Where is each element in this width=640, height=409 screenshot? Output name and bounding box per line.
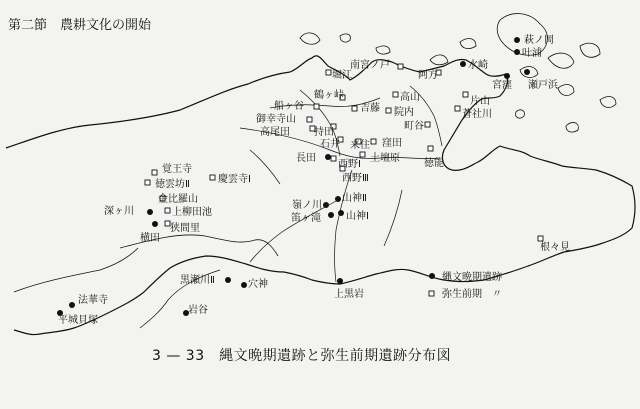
site-marker-neneme <box>538 236 543 241</box>
site-label: 狭間里 <box>170 223 200 234</box>
site-label: 平城貝塚 <box>58 315 98 326</box>
legend-yayoi-label: 弥生前期 〃 <box>442 289 502 300</box>
site-marker-anagami <box>241 282 247 288</box>
site-label: 蒼社川 <box>462 109 492 120</box>
site-marker-kubota <box>371 139 376 144</box>
site-label: 笛ヶ滝 <box>291 213 321 224</box>
site-label: 長田 <box>296 153 316 164</box>
site-label: 石井 <box>320 139 340 150</box>
site-marker-kichito <box>352 106 357 111</box>
site-marker-sanjin1 <box>338 210 344 216</box>
site-label: 高尾田 <box>260 127 290 138</box>
map-legend <box>429 270 503 300</box>
site-label: 西野Ⅲ <box>342 173 369 184</box>
site-marker-takayama <box>393 92 398 97</box>
site-marker-yokota <box>152 221 158 227</box>
site-marker-funagatani <box>314 104 319 109</box>
site-marker-dodanbara <box>360 152 365 157</box>
section-header: 第二節 農耕文化の開始 <box>8 18 152 33</box>
site-label: 阿方 <box>418 70 438 81</box>
site-marker-tokuunbo2 <box>145 180 150 185</box>
site-label: 西野Ⅰ <box>338 159 361 170</box>
site-label: 萩ノ岡 <box>524 35 554 46</box>
site-label: 嶺ノ川 <box>292 200 322 211</box>
site-label: 町谷 <box>404 121 424 132</box>
site-marker-kakuoji <box>152 170 157 175</box>
site-label: 堀江 <box>332 70 352 81</box>
legend-jomon-symbol <box>429 273 435 279</box>
site-label: 鶴ヶ峠 <box>314 90 344 101</box>
site-marker-katayama <box>463 92 468 97</box>
site-label: 瀬戸浜 <box>528 80 558 91</box>
site-label: 叶浦 <box>522 48 542 59</box>
site-marker-nishino1 <box>331 156 336 161</box>
site-label: 岩谷 <box>188 305 208 316</box>
site-label: 宮窪 <box>492 80 512 91</box>
site-marker-miyakubo <box>504 73 510 79</box>
site-marker-machiya <box>425 122 430 127</box>
site-marker-minenokawa <box>323 202 329 208</box>
site-marker-tokuno <box>428 146 433 151</box>
site-marker-miyukijiyama <box>307 117 312 122</box>
site-label: 穴神 <box>248 279 268 290</box>
site-label: 山神Ⅱ <box>342 193 367 204</box>
site-marker-haginooka <box>514 37 520 43</box>
site-label: 黒瀬川Ⅱ <box>180 275 215 286</box>
site-marker-setohama <box>524 69 530 75</box>
site-label: 高山 <box>400 92 420 103</box>
legend-yayoi-symbol <box>429 291 434 296</box>
site-marker-minaminomiyanoto <box>398 64 403 69</box>
site-label: 来住 <box>350 140 370 151</box>
site-marker-kurosegawa2 <box>225 277 231 283</box>
site-label: 山神Ⅰ <box>346 211 369 222</box>
site-marker-fukagawa <box>147 209 153 215</box>
site-marker-kamiyanagidaike <box>165 208 170 213</box>
site-marker-fuegataki <box>328 212 334 218</box>
site-marker-osada <box>325 154 331 160</box>
site-label: 上黒岩 <box>334 289 364 300</box>
site-label: 慶雲寺Ⅰ <box>218 174 251 185</box>
site-marker-horie <box>326 70 331 75</box>
site-label: 徳能 <box>424 158 444 169</box>
figure-caption: 3 — 33 縄文晩期遺跡と弥生前期遺跡分布図 <box>152 348 452 364</box>
site-label: 深ヶ川 <box>104 206 134 217</box>
site-marker-keiunji1 <box>210 175 215 180</box>
site-label: 徳雲坊Ⅱ <box>155 179 190 190</box>
site-label: 土壇原 <box>370 153 400 164</box>
site-label: 上柳田池 <box>172 207 212 218</box>
site-marker-sanjin2 <box>335 196 341 202</box>
site-label: 南宮ノ戸 <box>350 60 390 71</box>
site-label: 御幸寺山 <box>256 114 296 125</box>
site-marker-kamikuroiwa <box>337 278 343 284</box>
site-label: 片山 <box>470 96 490 107</box>
site-label: 船ヶ谷 <box>274 101 304 112</box>
site-label: 水崎 <box>468 60 488 71</box>
site-label: 法華寺 <box>78 295 108 306</box>
site-label: 吉藤 <box>360 103 380 114</box>
site-label: 金比羅山 <box>158 194 198 205</box>
site-label: 持田 <box>314 127 334 138</box>
site-marker-kanoura <box>514 49 520 55</box>
site-label: 横田 <box>140 233 160 244</box>
site-label: 院内 <box>394 107 414 118</box>
site-label: 窪田 <box>382 138 402 149</box>
site-marker-innai <box>386 108 391 113</box>
site-label: 根々見 <box>540 242 570 253</box>
site-label: 覚王寺 <box>162 164 192 175</box>
legend-jomon-label: 縄文晩期遺跡 <box>442 272 502 283</box>
site-marker-hokkeji <box>69 302 75 308</box>
site-marker-sojagawa <box>455 106 460 111</box>
site-marker-mizusaki <box>460 61 466 67</box>
